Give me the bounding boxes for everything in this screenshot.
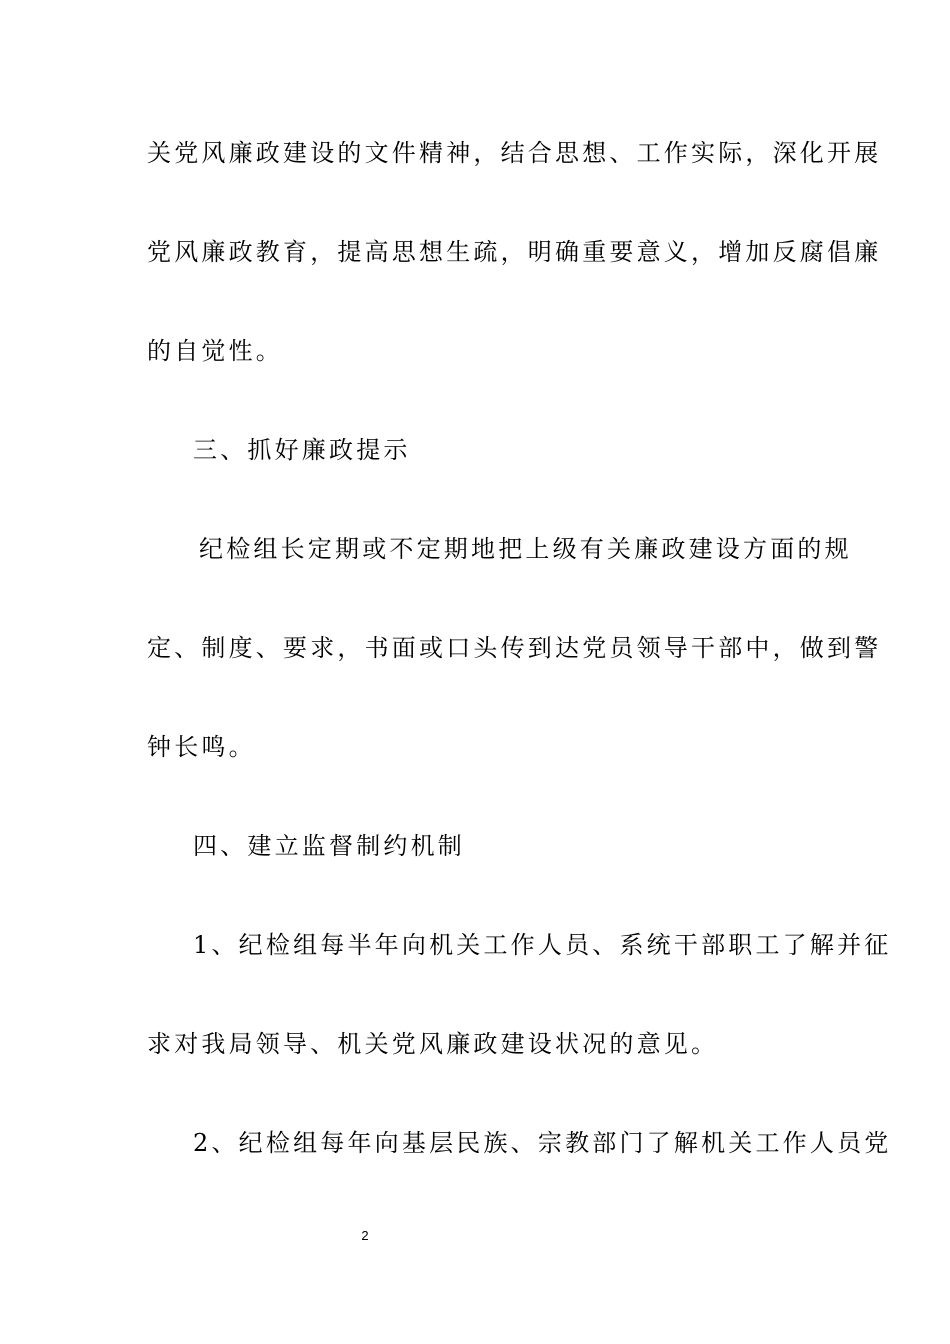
paragraph-line: 2、纪检组每年向基层民族、宗教部门了解机关工作人员党 [193, 1129, 892, 1157]
paragraph-line: 纪检组长定期或不定期地把上级有关廉政建设方面的规 [199, 535, 852, 563]
paragraph-line: 的自觉性。 [147, 337, 283, 365]
paragraph-line: 1、纪检组每半年向机关工作人员、系统干部职工了解并征 [193, 931, 892, 959]
paragraph-line: 定、制度、要求，书面或口头传到达党员领导干部中，做到警 [147, 634, 882, 662]
paragraph-line: 党风廉政教育，提高思想生疏，明确重要意义，增加反腐倡廉 [147, 238, 882, 266]
paragraph-line: 钟长鸣。 [147, 733, 256, 761]
section-heading-3: 三、抓好廉政提示 [193, 436, 411, 464]
paragraph-line: 关党风廉政建设的文件精神，结合思想、工作实际，深化开展 [147, 139, 882, 167]
section-heading-4: 四、建立监督制约机制 [193, 832, 465, 860]
page-number: 2 [361, 1228, 369, 1243]
paragraph-line: 求对我局领导、机关党风廉政建设状况的意见。 [147, 1030, 719, 1058]
